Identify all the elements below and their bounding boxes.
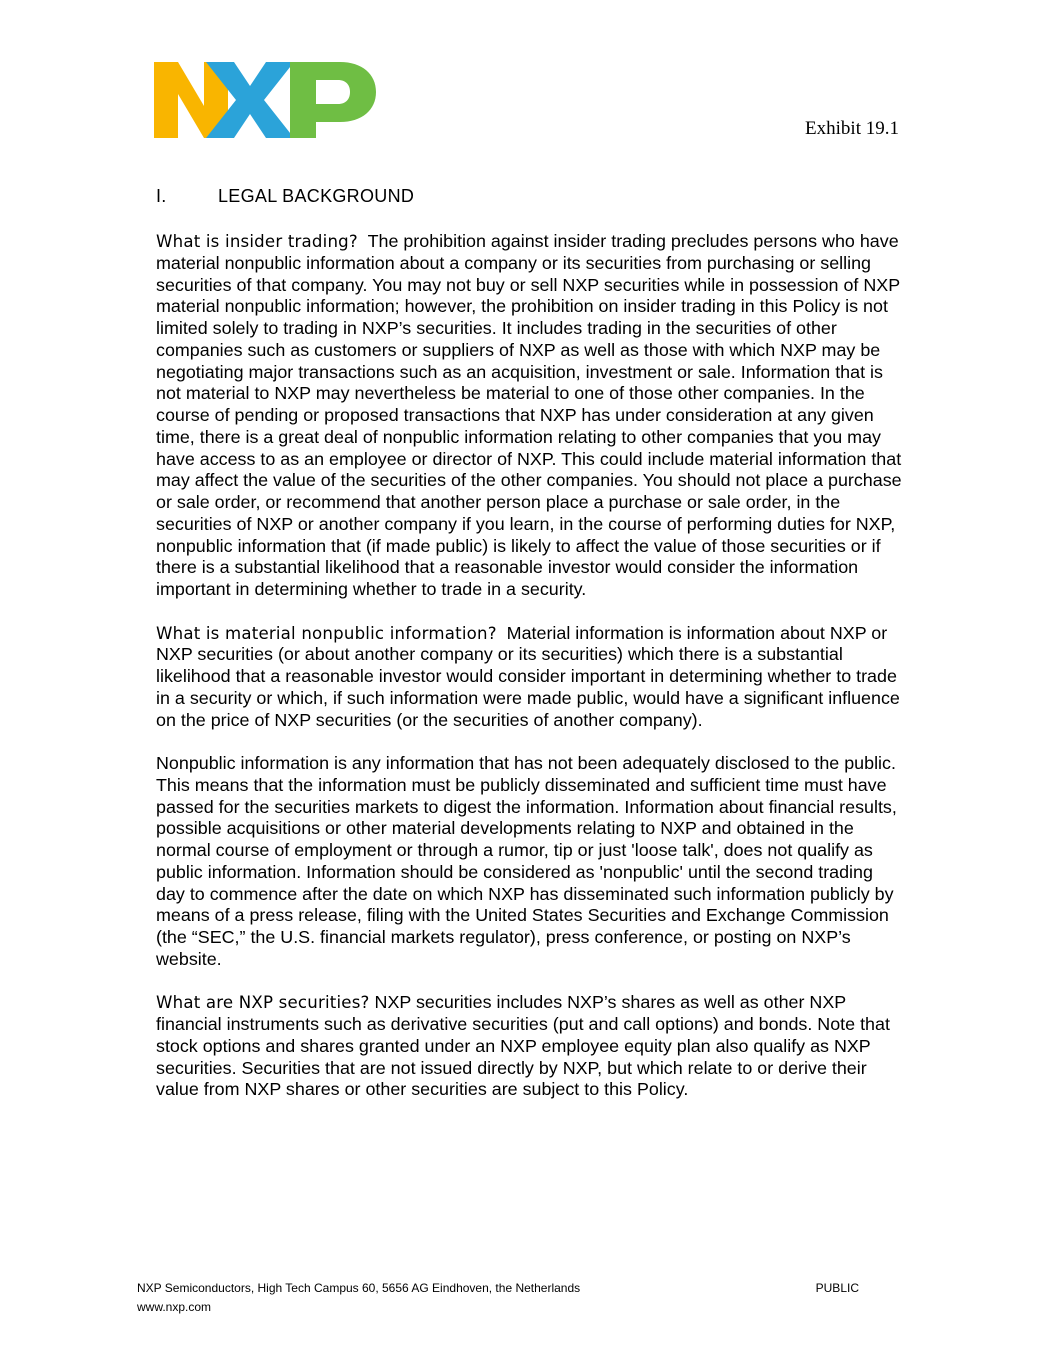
paragraph-nonpublic-information	[156, 753, 902, 971]
paragraph-lead: What is insider trading?	[156, 232, 358, 251]
paragraph-text: The prohibition against insider trading precludes persons who have material nonpublic information about a company or its securities from purchasing or selling securities of that company. You may not buy or sell NXP securities while in possession of NXP material nonpublic information; however, the prohibition on insider trading in this Policy is not limited solely to trading in NXP’s securities. It includes trading in the securities of other companies such as customers or suppliers of NXP as well as those with which NXP may be negotiating major transactions such as an acquisition, investment or sale. Information that is not material to NXP may nevertheless be material to one of those other companies. In the course of pending or proposed transactions that NXP has under consideration at any given time, there is a great deal of nonpublic information relating to other companies that you may have access to as an employee or director of NXP. This could include material information that may affect the value of the securities of the other companies. You should not place a purchase or sale order, or recommend that another person place a purchase or sale order, in the securities of NXP or another company if you learn, in the course of performing duties for NXP, nonpublic information that (if made public) is likely to affect the value of those securities or if there is a substantial likelihood that a reasonable investor would consider the information important in determining whether to trade in a security.	[156, 231, 902, 599]
paragraph-nxp-securities	[156, 992, 902, 1101]
exhibit-label: Exhibit 19.1	[805, 118, 899, 139]
paragraph-text: Material information is information about NXP or NXP securities (or about another company or its securities) which there is a substantial likelihood that a reasonable investor would consider important in determining whether to trade in a security or which, if such information were made public, would have a significant influence on the price of NXP securities (or the securities of another company).	[156, 622, 900, 730]
paragraph-lead: What are NXP securities?	[156, 993, 370, 1013]
section-number: I.	[156, 186, 167, 206]
page-footer	[137, 1279, 877, 1317]
paragraph-text: Nonpublic information is any information that has not been adequately disclosed to the public. This means that the information must be publicly disseminated and sufficient time must have passed for the securities markets to digest the information. Information about financial results, possible acquisitions or other material developments relating to NXP and obtained in the normal course of employment or through a rumor, tip or just 'loose talk', does not qualify as public information. Information should be considered as 'nonpublic' until the second trading day to commence after the date on which NXP has disseminated such information publicly by means of a press release, filing with the United States Securities and Exchange Commission (the “SEC,” the U.S. financial markets regulator), press conference, or posting on NXP’s website.	[156, 753, 897, 969]
paragraph-text: NXP securities includes NXP’s shares as well as other NXP financial instruments such as derivative securities (put and call options) and bonds. Note that stock options and shares granted under an NXP employee equity plan also qualify as NXP securities. Securities that are not issued directly by NXP, but which relate to or derive their value from NXP shares or other securities are subject to this Policy.	[156, 992, 890, 1100]
footer-address: NXP Semiconductors, High Tech Campus 60, 5656 AG Eindhoven, the Netherlands	[137, 1281, 581, 1295]
paragraph-lead: What is material nonpublic information?	[156, 623, 497, 643]
nxp-logo	[154, 62, 376, 138]
section-title: LEGAL BACKGROUND	[218, 186, 415, 206]
footer-website: www.nxp.com	[137, 1300, 212, 1314]
section-heading	[156, 186, 902, 207]
paragraph-material-information	[156, 623, 902, 732]
document-body	[156, 186, 902, 1123]
footer-classification: PUBLIC	[815, 1281, 859, 1295]
logo-letter-p	[290, 62, 376, 138]
paragraph-insider-trading	[156, 231, 902, 601]
